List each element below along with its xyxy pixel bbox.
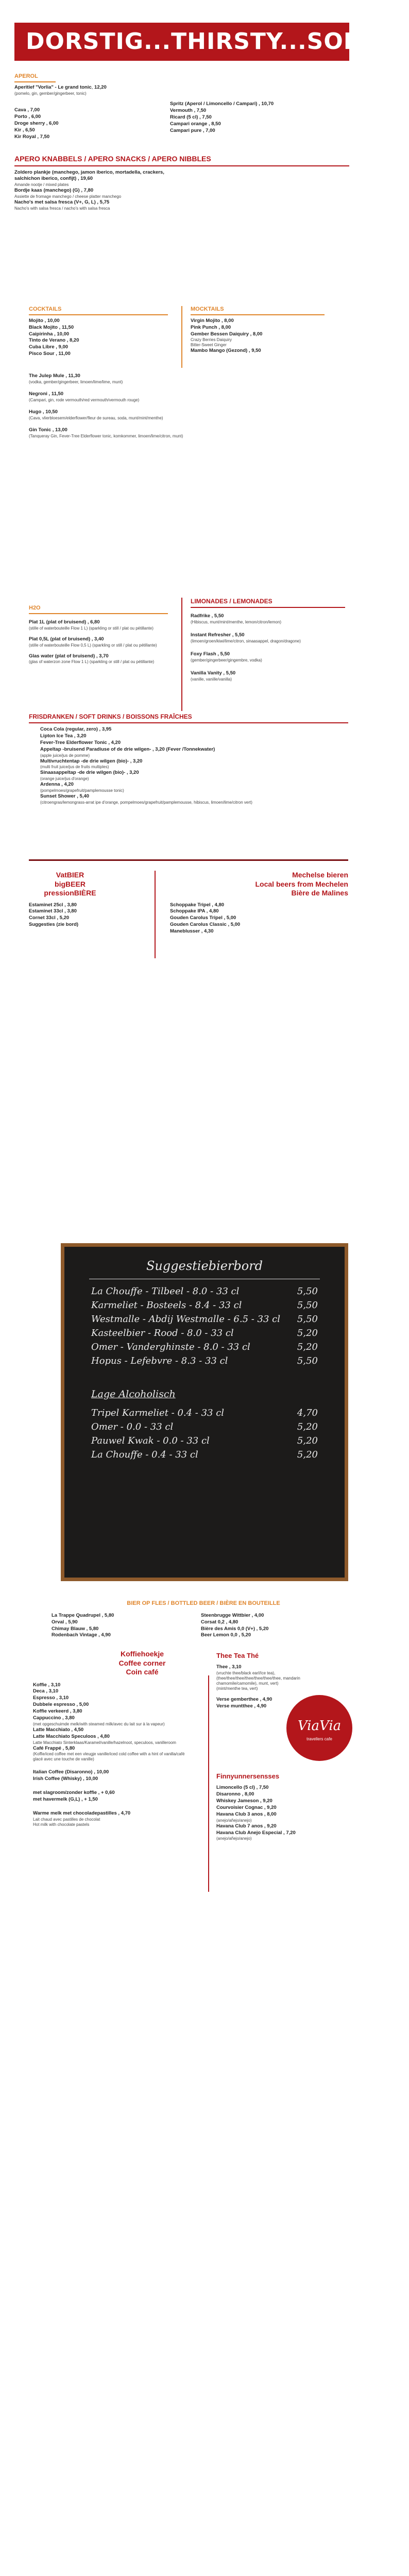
beer-item: Maneblusser , 4,30	[170, 928, 214, 934]
board-row: Pauwel Kwak - 0.0 - 33 cl 5,20	[91, 1435, 318, 1446]
mocktail-desc: Bitter-Sweet Ginger	[191, 343, 227, 348]
snacks-section	[14, 155, 349, 211]
digestifs-title: Finnyunnersensses	[216, 1772, 280, 1780]
beer-item: Gouden Carolus Tripel , 5,00	[170, 915, 236, 921]
spirits-item: Campari orange , 8,50	[170, 121, 221, 127]
bottled-title: BIER OP FLES / BOTTLED BEER / BIÈRE EN BOUTEILLE	[127, 1600, 280, 1606]
beer-chalkboard	[61, 1243, 348, 1581]
lemonade-desc: (vanille, vanille/vanilla)	[191, 676, 232, 682]
tea-desc: (vruchte thee/black earl/Ice tea), (thee/thee/thee/thee/thee/thee/thee, mandarin chamomile/camomile), munt, vert)	[216, 1671, 300, 1686]
bottled-section	[52, 1600, 355, 1639]
water-divider	[181, 598, 182, 711]
coffee-item: Latte Macchiato Speculoos , 4,80	[33, 1733, 110, 1739]
coffee-divider	[208, 1675, 209, 1892]
coffee-item: Dubbele espresso , 5,00	[33, 1702, 89, 1708]
mocktails-rule	[191, 314, 325, 315]
mocktail-item: Mambo Mango (Gezond) , 9,50	[191, 348, 261, 354]
soft-item: Lipton Ice Tea , 3,20	[40, 733, 87, 739]
spirits-item: Spritz (Aperol / Limoncello / Campari) , 10,70	[170, 101, 274, 107]
digestif-item: Havana Club 7 anos , 9,20	[216, 1823, 277, 1829]
spirits-item: Droge sherry , 6,00	[14, 120, 59, 126]
board-row: La Chouffe - Tilbeel - 8.0 - 33 cl 5,50	[91, 1286, 318, 1297]
cocktail-desc: (Tanqueray Gin, Fever-Tree Elderflower tonic, komkommer, limoen/lime/citron, munt)	[29, 433, 183, 438]
beer-item: Schoppake Tripel , 4,80	[170, 902, 225, 908]
coffee-item: Koffie verkeerd , 3,80	[33, 1708, 82, 1714]
cocktail-item: Mojito , 10,00	[29, 317, 60, 324]
water-title: H2O	[29, 605, 41, 611]
snack-line: Zoldero plankje (manchego, jamon iberico, mortadella, crackers,	[14, 169, 164, 175]
soft-desc: (pompelmoes/grapefruit/pamplemousse tonic)	[40, 788, 124, 793]
beer-item: Schoppake IPA , 4,80	[170, 908, 219, 914]
digestifs-section	[216, 1772, 348, 1841]
tea-desc: (mint/menthe tea, vert)	[216, 1686, 258, 1691]
spirits-item: Kir , 6,50	[14, 127, 35, 133]
aperol-title: APEROL	[14, 73, 38, 79]
digestif-desc: (anejo/añejo/anejo)	[216, 1836, 252, 1841]
lemonade-desc: (gember/gingerbeer/gingembre, vodka)	[191, 657, 262, 663]
coffee-item: Irish Coffee (Whisky) , 10,00	[33, 1776, 98, 1782]
tea-title: Thee Tea Thé	[216, 1652, 259, 1659]
coffee-desc: (met opgeschuimde melk/with steamed milk/avec du lait sur à la vapeur)	[33, 1721, 165, 1726]
digestif-item: Limoncello (5 cl) , 7,50	[216, 1785, 269, 1791]
aperol-line: Aperitief "Vorlia" - Le grand tonic, 12,20	[14, 84, 107, 90]
cocktail-item: Tinto de Verano , 8,20	[29, 337, 79, 344]
water-item: Plat 0,5L (plat of bruisend) , 3,40	[29, 636, 104, 642]
coffee-item: Italian Coffee (Disaronno) , 10,00	[33, 1769, 109, 1775]
digestif-item: Havana Club Anejo Especial , 7,20	[216, 1829, 296, 1836]
lemonade-desc: (limoen/groen/kiwi/lime/citron, sinaasappel, dragon/dragone)	[191, 638, 301, 643]
spirits-left	[14, 107, 169, 140]
digestif-desc: (anejo/añejo/anejo)	[216, 1818, 252, 1823]
cocktail-desc: (Campari, gin, rode vermouth/red vermouth/vermouth rouge)	[29, 397, 140, 402]
snack-line: Bordje kaas (manchego) (G) , 7,80	[14, 188, 94, 194]
spirits-item: Campari pure , 7,00	[170, 127, 215, 133]
chalkboard-subtitle: Lage Alcoholisch	[91, 1388, 176, 1400]
aperol-section	[14, 73, 349, 96]
soft-item: Ardenna , 4,20	[40, 782, 74, 788]
lemonade-item: Instant Refresher , 5,50	[191, 632, 245, 638]
board-row: Omer - 0.0 - 33 cl 5,20	[91, 1421, 318, 1432]
spirits-item: Vermouth , 7,50	[170, 107, 207, 113]
board-row: Kasteelbier - Rood - 8.0 - 33 cl 5,20	[91, 1328, 318, 1338]
coffee-item: met slagroom/zonder koffie , + 0,60	[33, 1790, 115, 1796]
digestif-item: Courvoisier Cognac , 9,20	[216, 1804, 277, 1810]
beer-item: Estaminet 25cl , 3,80	[29, 902, 77, 908]
bottled-item: Orval , 5,90	[52, 1619, 78, 1625]
aperol-desc: (pomelo, gin, gember/gingerbeer, tonic)	[14, 91, 87, 96]
coffee-item: Deca , 3,10	[33, 1688, 59, 1694]
chalkboard-title: Suggestiebierbord	[146, 1259, 263, 1273]
lemonade-item: Foxy Flash , 5,50	[191, 651, 230, 657]
mocktails-title: MOCKTAILS	[191, 306, 224, 312]
beer-item: Estaminet 33cl , 3,80	[29, 908, 77, 914]
soft-item: Coca Cola (regular, zero) , 3,95	[40, 726, 112, 732]
local-beer-title: Mechelse bieren Local beers from Mechelen Bière de Malines	[255, 871, 348, 897]
water-desc: (stille of waterbouteille Flow 1 L) (sparkling or still / plat ou pétillante)	[29, 625, 154, 631]
snacks-rule	[14, 165, 349, 166]
cocktails-section	[29, 306, 183, 358]
softdrinks-section	[29, 713, 348, 805]
cocktails-rule	[29, 314, 168, 315]
spirits-item: Porto , 6,00	[14, 113, 41, 120]
lemonade-item: Radfrike , 5,50	[191, 613, 224, 619]
bottled-item: Corsat 0,2 , 4,80	[201, 1619, 238, 1625]
soft-item: Fever-Tree Elderflower Tonic , 4,20	[40, 739, 121, 745]
cocktails-extra	[29, 373, 348, 439]
coffee-item: met havermelk (G,L) , + 1,50	[33, 1797, 98, 1802]
bottled-item: Rodenbach Vintage , 4,90	[52, 1632, 111, 1638]
soft-item: Appeltap -bruisend Paradiuse of de drie wilgen- , 3,20 (Fever /Tonnekwater)	[40, 746, 215, 752]
bottled-item: La Trappe Quadrupel , 5,80	[52, 1612, 114, 1618]
cocktail-item: Cuba Libre , 9,00	[29, 344, 69, 350]
coffee-desc: Latte Macchiato Sinterklaas/Karamel/vanille/hazelnoot, speculoos, vanilleroom	[33, 1740, 176, 1745]
lemonades-rule	[191, 607, 345, 608]
board-row: Omer - Vanderghinste - 8.0 - 33 cl 5,20	[91, 1342, 318, 1352]
mocktail-desc: Crazy Berries Daiquiry	[191, 337, 232, 343]
local-beer-section	[170, 871, 348, 935]
cocktail-desc: (Cava, vlierbloesem/elderflower/fleur de sureau, soda, munt/mint/menthe)	[29, 415, 163, 420]
board-row: Westmalle - Abdij Westmalle - 6.5 - 33 cl 5,50	[91, 1314, 318, 1325]
lemonade-desc: (Hibiscus, munt/mint/menthe, lemon/citron/lemon)	[191, 619, 282, 624]
board-row: Tripel Karmeliet - 0.4 - 33 cl 4,70	[91, 1407, 318, 1418]
soft-item: Sunset Shower , 5,40	[40, 793, 90, 800]
mocktail-item: Pink Punch , 8,00	[191, 324, 231, 330]
cocktail-item: Black Mojito , 11,50	[29, 324, 74, 330]
soft-item: Sinaasappeltap -de drie wilgen (bio)- , 3,20	[40, 770, 139, 776]
spirits-right	[170, 101, 345, 134]
cocktail-item: Hugo , 10,50	[29, 409, 58, 415]
water-rule	[29, 613, 168, 614]
soft-item: Multivruchtentap -de drie wilgen (bio)- , 3,20	[40, 758, 143, 764]
water-section	[29, 605, 183, 665]
snack-desc: Assiette de fromage manchego / cheese platter manchego	[14, 194, 122, 199]
coffee-item: Warme melk met chocoladepastilles , 4,70	[33, 1810, 131, 1816]
cocktail-desc: (vodka, gember/gingerbeer, limoen/lime/lime, munt)	[29, 379, 123, 384]
digestif-item: Havana Club 3 anos , 8,00	[216, 1811, 277, 1817]
tea-item: Verse gemberthee , 4,90	[216, 1697, 272, 1703]
snack-line: salchichon iberico, confijt) , 19,60	[14, 176, 93, 182]
beer-item: Cornet 33cl , 5,20	[29, 915, 70, 921]
snack-line: Nacho's met salsa fresca (V+, G, L) , 5,75	[14, 199, 110, 206]
spirits-item: Kir Royal , 7,50	[14, 133, 50, 140]
water-desc: (glas of waterzon zone Flow 1 L) (sparkling or still / plat ou pétillante)	[29, 659, 155, 665]
bottled-item: Beer Lemon 0,0 , 5,20	[201, 1632, 251, 1638]
snacks-title: APERO KNABBELS / APERO SNACKS / APERO NIBBLES	[14, 155, 211, 163]
coffee-desc: (Koffie/iced coffee met een vleugje vanille/iced cold coffee with a hint of vanilla/café glacé avec une touche de vanille)	[33, 1752, 185, 1762]
cocktail-item: The Julep Mule , 11,30	[29, 373, 80, 379]
soft-desc: (citroengras/lemongrass-arrat ipe d'orange, pompelmoes/grapefruit/pamplemousse, hibiscus, limoen/lime/citron vert)	[40, 800, 252, 805]
softdrinks-rule	[29, 722, 348, 723]
lemonades-section	[191, 598, 345, 682]
cocktail-item: Gin Tonic , 13,00	[29, 427, 67, 433]
coffee-item: Cappuccino , 3,80	[33, 1715, 75, 1721]
coffee-desc: Hot milk with chocolate pastels	[33, 1822, 90, 1827]
board-row: La Chouffe - 0.4 - 33 cl 5,20	[91, 1449, 318, 1460]
cocktail-item: Pisco Sour , 11,00	[29, 351, 71, 357]
soft-desc: (multi fruit juice/jus de fruits multiples)	[40, 765, 109, 770]
softdrinks-title: FRISDRANKEN / SOFT DRINKS / BOISSONS FRAÎCHES	[29, 713, 192, 720]
board-row: Karmeliet - Bosteels - 8.4 - 33 cl 5,50	[91, 1300, 318, 1311]
bottled-item: Steenbrugge Wittbier , 4,00	[201, 1612, 264, 1618]
vatbier-section	[29, 871, 152, 928]
beer-item: Gouden Carolus Classic , 5,00	[170, 922, 241, 928]
water-item: Plat 1L (plat of bruisend) , 6,80	[29, 619, 100, 625]
digestif-item: Whiskey Jameson , 9,20	[216, 1798, 272, 1804]
tea-item: Verse muntthee , 4,90	[216, 1703, 267, 1709]
snack-desc: Amande nootje / mixed plates	[14, 182, 69, 188]
section-divider	[29, 859, 348, 861]
bottled-item: Chimay Blauw , 5,80	[52, 1625, 99, 1632]
mocktails-section	[191, 306, 345, 354]
coffee-desc: Lait chaud avec pastilles de chocolat	[33, 1817, 100, 1822]
cocktail-item: Negroni , 11,50	[29, 391, 64, 397]
menu-banner: DORSTIG...THIRSTY...SOIF?	[14, 23, 349, 61]
snack-desc: Nacho's with salsa fresca / nacho's with salsa fresca	[14, 206, 110, 211]
viavia-logo: ViaVia travellers cafe	[286, 1695, 352, 1761]
soft-desc: (orange juice/jus d'orange)	[40, 776, 89, 782]
beer-item: Suggesties (zie bord)	[29, 922, 79, 928]
cocktails-title: COCKTAILS	[29, 306, 62, 312]
soft-desc: (apple juice/jus de pomme)	[40, 753, 90, 758]
spirits-item: Cava , 7,00	[14, 107, 40, 113]
cocktails-divider	[181, 306, 182, 368]
coffee-item: Koffie , 3,10	[33, 1682, 61, 1688]
aperol-rule	[14, 81, 56, 82]
vatbier-title: VatBIER bigBEER pressionBIÈRE	[44, 871, 96, 897]
coffee-item: Café Frappé , 5,80	[33, 1745, 75, 1751]
lemonade-item: Vanilla Vanity , 5,50	[191, 670, 236, 676]
water-item: Glas water (plat of bruisend) , 3,70	[29, 653, 109, 659]
coffee-title: Koffiehoekje Coffee corner Coin café	[118, 1650, 166, 1676]
water-desc: (stille of waterbouteille Flow 0,5 L) (sparkling or still / plat ou pétillante)	[29, 642, 157, 648]
coffee-item: Espresso , 3,10	[33, 1695, 69, 1701]
beer-divider	[155, 871, 156, 958]
coffee-item: Latte Macchiato , 4,50	[33, 1726, 84, 1733]
mocktail-item: Gember Bessen Daiquiry , 8,00	[191, 331, 263, 337]
mocktail-item: Virgin Mojito , 8,00	[191, 317, 234, 324]
digestif-item: Disaronno , 8,00	[216, 1791, 254, 1798]
lemonades-title: LIMONADES / LEMONADES	[191, 598, 272, 605]
tea-item: Thee , 3,10	[216, 1664, 242, 1670]
spirits-item: Ricard (5 cl) , 7,50	[170, 114, 212, 120]
cocktail-item: Caipirinha , 10,00	[29, 331, 70, 337]
board-row: Hopus - Lefebvre - 8.3 - 33 cl 5,50	[91, 1355, 318, 1366]
bottled-item: Bière des Amis 0,0 (V+) , 5,20	[201, 1625, 269, 1632]
